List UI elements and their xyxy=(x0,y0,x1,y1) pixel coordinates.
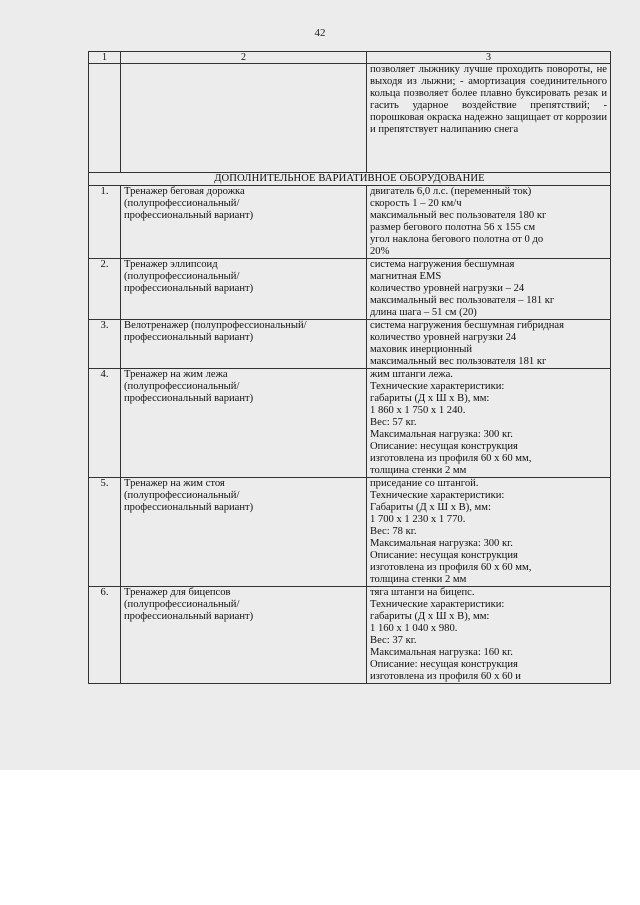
column-number-1: 1 xyxy=(89,52,121,64)
equipment-row xyxy=(89,259,611,320)
equipment-row xyxy=(89,478,611,587)
equipment-spec-line: максимальный вес пользователя 181 кг xyxy=(370,356,547,367)
equipment-name-line: Тренажер беговая дорожка xyxy=(124,186,245,197)
continuation-name-cell xyxy=(121,64,367,173)
equipment-specs xyxy=(367,259,611,320)
equipment-spec-line: 20% xyxy=(370,246,390,257)
equipment-name-line: профессиональный вариант) xyxy=(124,502,254,513)
equipment-specs xyxy=(367,186,611,259)
equipment-spec-line: система нагружения бесшумная xyxy=(370,259,515,270)
column-number-3: 3 xyxy=(367,52,611,64)
equipment-name-line: Тренажер эллипсоид xyxy=(124,259,218,270)
equipment-spec-line: угол наклона бегового полотна от 0 до xyxy=(370,234,544,245)
equipment-spec-line: длина шага – 51 см (20) xyxy=(370,307,477,318)
equipment-spec-line: габариты (Д х Ш х В), мм: xyxy=(370,393,490,404)
row-number: 1. xyxy=(89,186,121,259)
equipment-specs xyxy=(367,587,611,684)
row-number: 4. xyxy=(89,369,121,478)
equipment-name-line: (полупрофессиональный/ xyxy=(124,381,240,392)
equipment-spec-line: Технические характеристики: xyxy=(370,490,505,501)
equipment-spec-line: Вес: 78 кг. xyxy=(370,526,417,537)
page-number: 42 xyxy=(314,27,326,39)
equipment-name-line: профессиональный вариант) xyxy=(124,283,254,294)
equipment-specs xyxy=(367,320,611,369)
equipment-spec-line: Описание: несущая конструкция xyxy=(370,441,518,452)
equipment-spec-line: максимальный вес пользователя 180 кг xyxy=(370,210,547,221)
equipment-spec-line: тяга штанги на бицепс. xyxy=(370,587,475,598)
equipment-name-line: (полупрофессиональный/ xyxy=(124,198,240,209)
equipment-specs xyxy=(367,478,611,587)
continuation-num-cell xyxy=(89,64,121,173)
equipment-spec-line: Описание: несущая конструкция xyxy=(370,659,518,670)
column-number-2: 2 xyxy=(121,52,367,64)
equipment-row xyxy=(89,186,611,259)
row-number: 5. xyxy=(89,478,121,587)
equipment-name-line: (полупрофессиональный/ xyxy=(124,599,240,610)
equipment-spec-line: толщина стенки 2 мм xyxy=(370,465,467,476)
equipment-name-line: Тренажер на жим стоя xyxy=(124,478,225,489)
equipment-spec-line: 1 160 х 1 040 х 980. xyxy=(370,623,458,634)
equipment-spec-line: 1 700 х 1 230 х 1 770. xyxy=(370,514,466,525)
equipment-row xyxy=(89,587,611,684)
equipment-spec-line: 1 860 х 1 750 х 1 240. xyxy=(370,405,466,416)
equipment-spec-line: изготовлена из профиля 60 х 60 мм, xyxy=(370,453,532,464)
equipment-spec-line: жим штанги лежа. xyxy=(370,369,453,380)
section-title: ДОПОЛНИТЕЛЬНОЕ ВАРИАТИВНОЕ ОБОРУДОВАНИЕ xyxy=(89,173,611,186)
equipment-name xyxy=(121,259,367,320)
equipment-spec-line: маховик инерционный xyxy=(370,344,473,355)
equipment-name-line: (полупрофессиональный/ xyxy=(124,271,240,282)
equipment-name xyxy=(121,320,367,369)
equipment-name-line: профессиональный вариант) xyxy=(124,210,254,221)
equipment-spec-line: Габариты (Д х Ш х В), мм: xyxy=(370,502,491,513)
equipment-spec-line: изготовлена из профиля 60 х 60 и xyxy=(370,671,521,682)
equipment-spec-line: приседание со штангой. xyxy=(370,478,479,489)
equipment-spec-line: количество уровней нагрузки – 24 xyxy=(370,283,525,294)
equipment-name-line: Тренажер на жим лежа xyxy=(124,369,228,380)
equipment-spec-line: двигатель 6,0 л.с. (переменный ток) xyxy=(370,186,532,197)
equipment-name xyxy=(121,369,367,478)
equipment-spec-line: Технические характеристики: xyxy=(370,599,505,610)
continuation-description: позволяет лыжнику лучше проходить повороты, не выходя из лыжни; - амортизация соединительного кольца позволяет более плавно буксировать резак и гасить ударное воздействие препятствий; - порошковая окраска надежно защищает от коррозии и препятствует налипанию снега xyxy=(367,64,611,173)
continuation-row xyxy=(89,64,611,173)
equipment-spec-line: размер бегового полотна 56 х 155 см xyxy=(370,222,536,233)
equipment-spec-line: Описание: несущая конструкция xyxy=(370,550,518,561)
equipment-spec-line: скорость 1 – 20 км/ч xyxy=(370,198,462,209)
equipment-spec-line: магнитная EMS xyxy=(370,271,442,282)
equipment-spec-line: Вес: 57 кг. xyxy=(370,417,417,428)
section-row xyxy=(89,173,611,186)
column-number-row xyxy=(89,52,611,64)
equipment-name-line: Велотренажер (полупрофессиональный/ xyxy=(124,320,307,331)
equipment-specs xyxy=(367,369,611,478)
equipment-spec-line: Максимальная нагрузка: 300 кг. xyxy=(370,429,513,440)
equipment-table xyxy=(88,51,611,684)
row-number: 2. xyxy=(89,259,121,320)
equipment-name xyxy=(121,478,367,587)
row-number: 6. xyxy=(89,587,121,684)
equipment-row xyxy=(89,320,611,369)
equipment-row xyxy=(89,369,611,478)
equipment-spec-line: габариты (Д х Ш х В), мм: xyxy=(370,611,490,622)
equipment-name-line: Тренажер для бицепсов xyxy=(124,587,231,598)
equipment-spec-line: Технические характеристики: xyxy=(370,381,505,392)
equipment-name-line: профессиональный вариант) xyxy=(124,393,254,404)
equipment-spec-line: Вес: 37 кг. xyxy=(370,635,417,646)
equipment-name xyxy=(121,587,367,684)
equipment-spec-line: изготовлена из профиля 60 х 60 мм, xyxy=(370,562,532,573)
equipment-spec-line: количество уровней нагрузки 24 xyxy=(370,332,517,343)
equipment-spec-line: максимальный вес пользователя – 181 кг xyxy=(370,295,555,306)
equipment-spec-line: система нагружения бесшумная гибридная xyxy=(370,320,564,331)
equipment-spec-line: толщина стенки 2 мм xyxy=(370,574,467,585)
equipment-name-line: профессиональный вариант) xyxy=(124,611,254,622)
row-number: 3. xyxy=(89,320,121,369)
equipment-name-line: профессиональный вариант) xyxy=(124,332,254,343)
equipment-name xyxy=(121,186,367,259)
equipment-name-line: (полупрофессиональный/ xyxy=(124,490,240,501)
equipment-spec-line: Максимальная нагрузка: 300 кг. xyxy=(370,538,513,549)
equipment-spec-line: Максимальная нагрузка: 160 кг. xyxy=(370,647,513,658)
